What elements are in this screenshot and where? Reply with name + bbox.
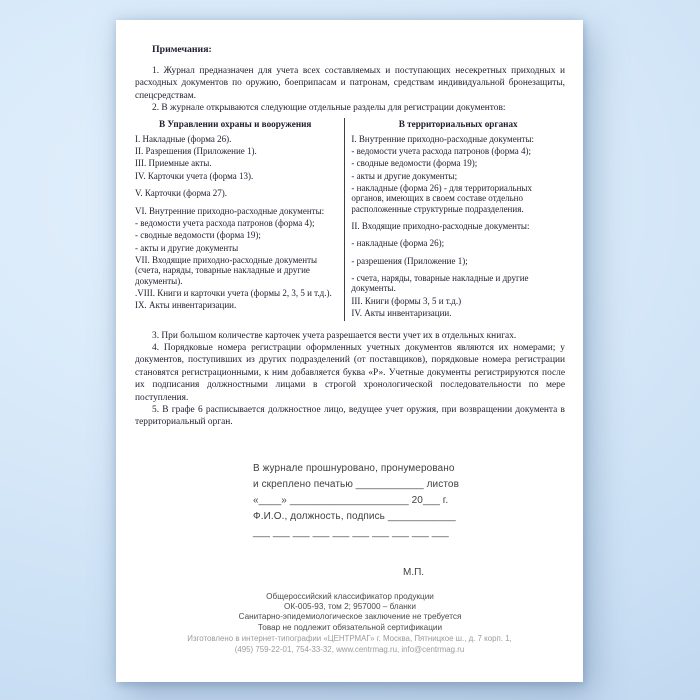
- table-line: - счета, наряды, товарные накладные и другие документы.: [351, 273, 529, 294]
- document-page: [116, 20, 583, 682]
- binding-line: В журнале прошнуровано, пронумеровано: [253, 462, 455, 474]
- table-line: II. Разрешения (Приложение 1).: [135, 146, 257, 157]
- binding-line: ___ ___ ___ ___ ___ ___ ___ ___ ___ ___: [253, 526, 449, 538]
- table-line: - акты и другие документы;: [351, 170, 458, 181]
- classifier-line: Санитарно-эпидемиологическое заключение не требуется: [238, 612, 462, 622]
- table-line: - сводные ведомости (форма 19);: [135, 230, 261, 241]
- note-paragraph-1: 1. Журнал предназначен для учета всех составляемых и поступающих несекретных приходных и расходных документов по оружию, боеприпасам и патронам, средствам индивидуальной бронезащиты, спецсредствам.: [135, 66, 565, 101]
- table-line: IV. Акты инвентаризации.: [351, 308, 452, 319]
- printer-footer: [116, 634, 583, 655]
- sections-column-territorial: [344, 118, 565, 321]
- table-line: I. Внутренние приходно-расходные документы:: [351, 133, 535, 144]
- column-header-territorial: В территориальных органах: [398, 118, 518, 129]
- table-line: I. Накладные (форма 26).: [135, 133, 232, 144]
- table-line: - ведомости учета расхода патронов (форма 4);: [135, 217, 315, 228]
- note-paragraph-2: 2. В журнале открываются следующие отдельные разделы для регистрации документов:: [152, 103, 506, 114]
- classifier-line: Общероссийский классификатор продукции: [266, 591, 434, 601]
- binding-line: «____» _____________________ 20___ г.: [253, 494, 449, 506]
- table-line: IX. Акты инвентаризации.: [135, 300, 237, 311]
- binding-certification-block: [253, 461, 459, 541]
- printer-footer-line: (495) 759-22-01, 754-33-32, www.centrmag.ru, info@centrmag.ru: [234, 644, 465, 654]
- table-line: - разрешения (Приложение 1);: [351, 255, 468, 266]
- table-line: III. Книги (формы 3, 5 и т.д.): [351, 295, 462, 306]
- column-items-territorial: [351, 134, 565, 319]
- note-paragraph-5: 5. В графе 6 расписывается должностное лицо, ведущее учет оружия, при возвращении документа в территориальный орган.: [135, 404, 565, 428]
- table-line: II. Входящие приходно-расходные документы:: [351, 220, 530, 231]
- stamp-placeholder: М.П.: [403, 566, 425, 578]
- column-header-directorate: В Управлении охраны и вооружения: [159, 118, 312, 129]
- note-paragraph-3: 3. При большом количестве карточек учета разрешается вести учет их в отдельных книгах.: [152, 330, 517, 341]
- table-line: VII. Входящие приходно-расходные документы (счета, наряды, товарные накладные и другие документы).: [135, 255, 318, 286]
- table-line: - накладные (форма 26);: [351, 238, 445, 249]
- table-line: - акты и другие документы: [135, 242, 239, 253]
- table-line: - ведомости учета расхода патронов (форма 4);: [351, 146, 531, 157]
- table-line: V. Карточки (форма 27).: [135, 188, 227, 199]
- column-items-directorate: [135, 134, 335, 311]
- binding-line: и скреплено печатью ____________ листов: [253, 478, 459, 490]
- table-line: IV. Карточки учета (форма 13).: [135, 170, 254, 181]
- classifier-line: ОК-005-93, том 2; 957000 – бланки: [284, 602, 416, 612]
- sections-column-directorate: [135, 118, 344, 321]
- registration-sections-table: [135, 118, 565, 321]
- table-line: - накладные (форма 26) - для территориальных органов, имеющих в своем составе отдельно расположенные структурные подразделения.: [351, 183, 532, 214]
- classifier-line: Товар не подлежит обязательной сертификации: [257, 622, 443, 632]
- note-paragraph-4: 4. Порядковые номера регистрации оформленных учетных документов являются их номерами; у документов, поступивших из других подразделений (от поставщиков), порядковые номера регистрации становятся регистрационными, к ним добавляется буква «Р». Учетные документы регистрируются после их подписания должностными лицами в строгой хронологической последовательности по мере поступления.: [135, 342, 565, 403]
- notes-heading: Примечания:: [152, 44, 212, 55]
- document-content: [135, 44, 565, 633]
- table-line: III. Приемные акты.: [135, 158, 212, 169]
- table-line: - сводные ведомости (форма 19);: [351, 158, 478, 169]
- table-line: VI. Внутренние приходно-расходные документы:: [135, 205, 325, 216]
- printer-footer-line: Изготовлено в интернет-типографии «ЦЕНТРМАГ» г. Москва, Пятницкое ш., д. 7 корп. 1,: [187, 634, 512, 643]
- table-line: .VIII. Книги и карточки учета (формы 2, 3, 5 и т.д.).: [135, 287, 332, 298]
- classifier-block: [135, 592, 565, 633]
- binding-line: Ф.И.О., должность, подпись ____________: [253, 510, 456, 522]
